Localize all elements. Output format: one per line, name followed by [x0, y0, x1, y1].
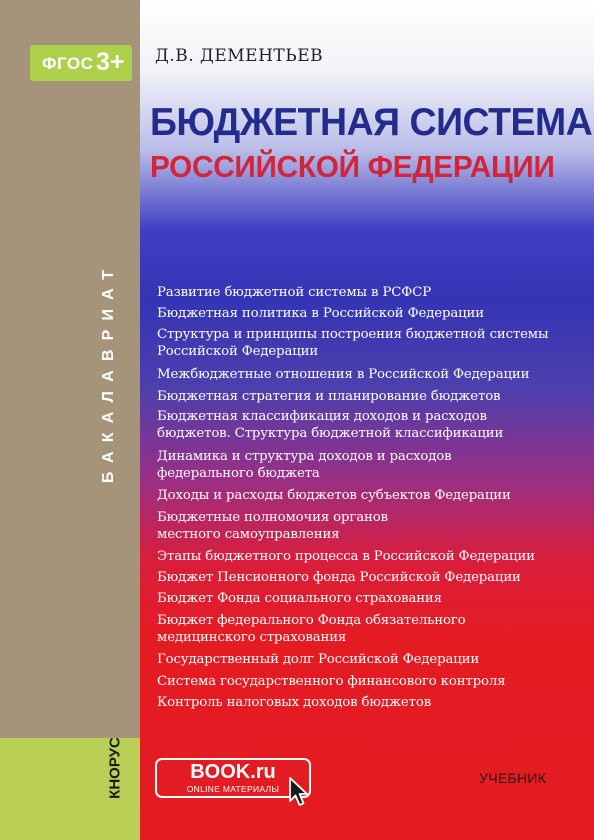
- contents-item: медицинского страхования: [157, 630, 347, 645]
- contents-item: федерального бюджета: [157, 466, 320, 481]
- contents-item: Бюджет Фонда социального страхования: [157, 591, 442, 606]
- fgos-badge-text: ФГОС: [42, 54, 94, 73]
- contents-item: Российской Федерации: [157, 344, 319, 359]
- contents-item: Бюджетные полномочия органов: [157, 510, 388, 525]
- title-line-1: БЮДЖЕТНАЯ СИСТЕМА: [150, 101, 593, 144]
- publisher-label-text: КНОРУС: [106, 737, 124, 799]
- contents-item: Контроль налоговых доходов бюджетов: [157, 695, 432, 710]
- author-name: Д.В. ДЕМЕНТЬЕВ: [155, 46, 324, 66]
- bookru-logo-subtitle: ONLINE МАТЕРИАЛЫ: [186, 784, 280, 794]
- contents-item: Бюджетная стратегия и планирование бюджетов: [157, 389, 501, 404]
- contents-item: Бюджет федерального Фонда обязательного: [157, 613, 466, 628]
- contents-item: Бюджетная политика в Российской Федерации: [157, 306, 484, 321]
- level-label-text: БАКАЛАВРИАТ: [100, 260, 117, 484]
- cursor-arrow-icon: [287, 776, 311, 808]
- contents-item: Динамика и структура доходов и расходов: [157, 449, 452, 464]
- contents-item: местного самоуправления: [157, 527, 340, 542]
- contents-item: Бюджетная классификация доходов и расходов: [157, 409, 487, 424]
- spine-panel: [0, 0, 140, 840]
- contents-item: Развитие бюджетной системы в РСФСР: [157, 285, 431, 300]
- contents-item: Доходы и расходы бюджетов субъектов Федерации: [157, 488, 511, 503]
- contents-item: Государственный долг Российской Федерации: [157, 652, 480, 667]
- contents-item: Межбюджетные отношения в Российской Федерации: [157, 367, 530, 382]
- contents-item: Бюджет Пенсионного фонда Российской Федерации: [157, 570, 521, 585]
- book-type-label: УЧЕБНИК: [479, 770, 547, 786]
- contents-item: Система государственного финансового контроля: [157, 674, 506, 689]
- title-line-2: РОССИЙСКОЙ ФЕДЕРАЦИИ: [150, 149, 555, 184]
- bookru-logo-name: BOOK.ru: [190, 761, 276, 783]
- contents-item: бюджетов. Структура бюджетной классификации: [157, 426, 504, 441]
- contents-item: Этапы бюджетного процесса в Российской Федерации: [157, 549, 535, 564]
- contents-item: Структура и принципы построения бюджетной системы: [157, 327, 549, 342]
- fgos-badge-level: 3+: [96, 48, 125, 76]
